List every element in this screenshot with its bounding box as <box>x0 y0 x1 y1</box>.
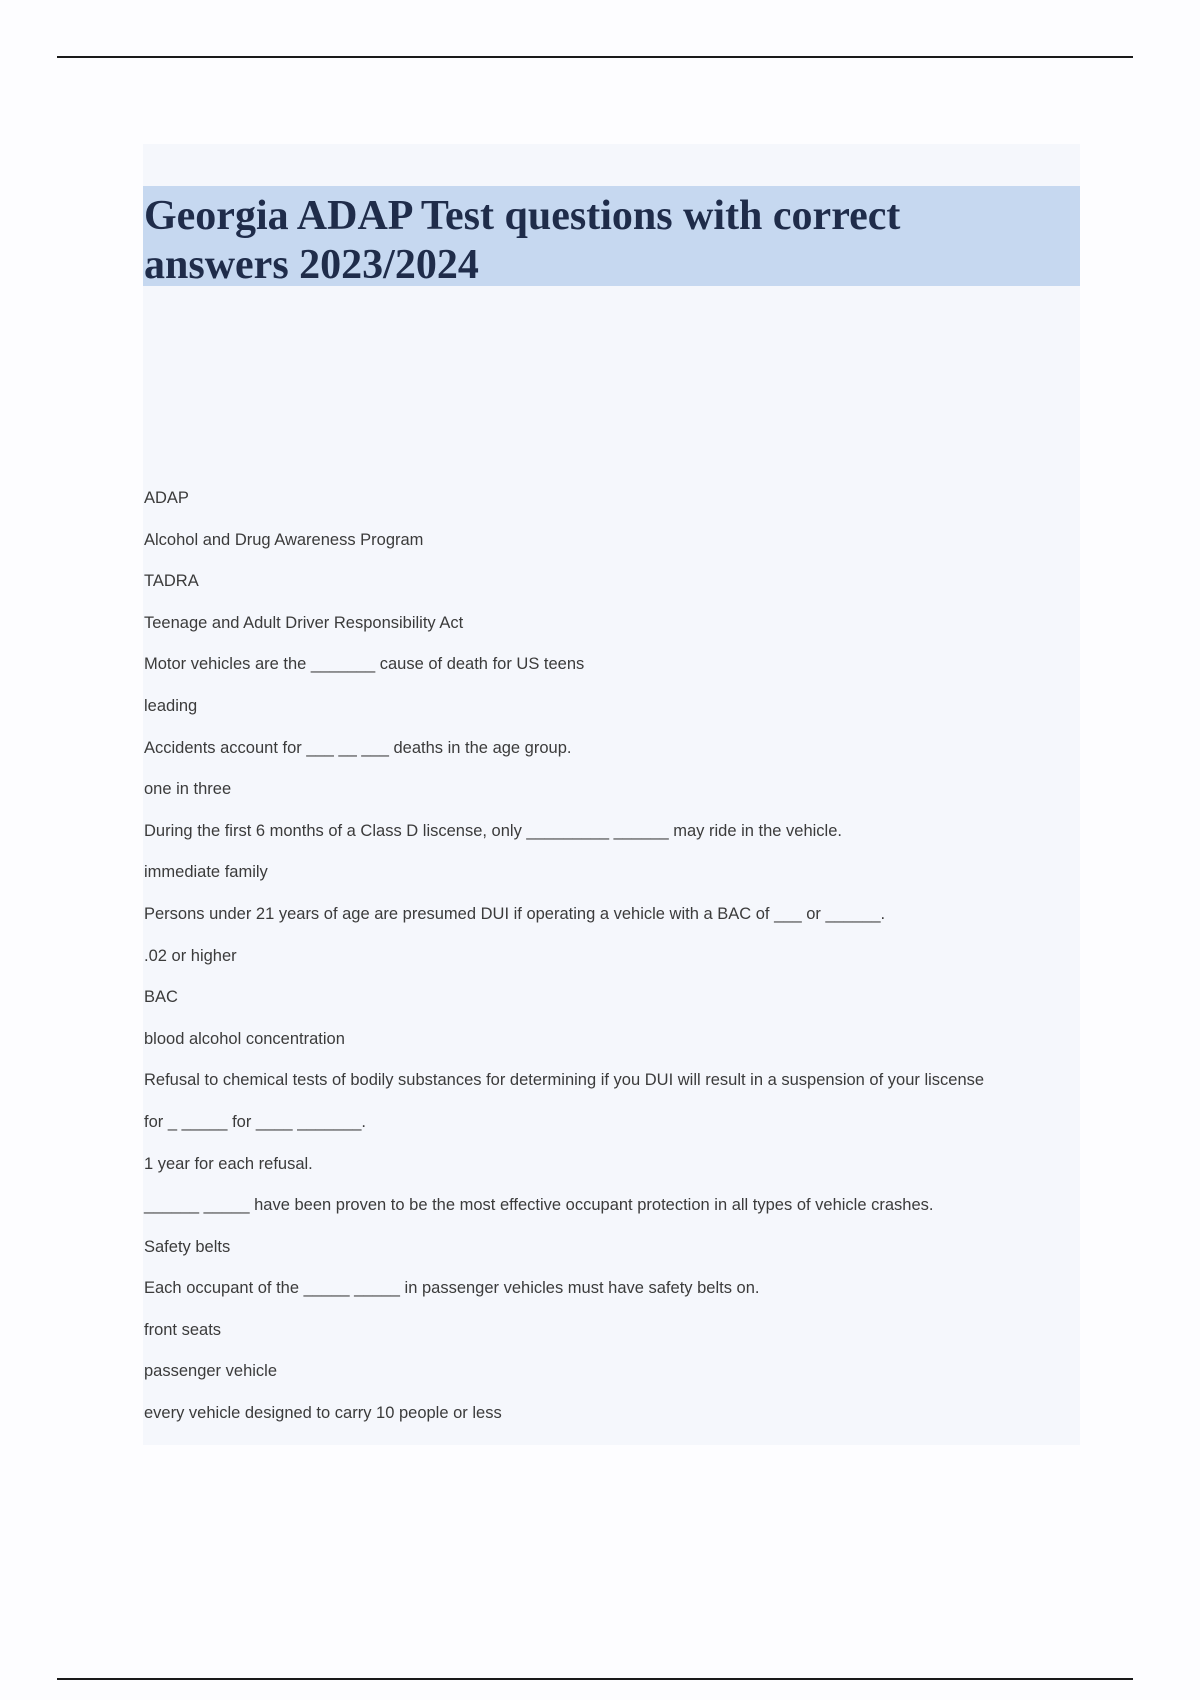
qa-line: Persons under 21 years of age are presumed DUI if operating a vehicle with a BAC of ___ or ______. <box>144 904 886 923</box>
qa-line: one in three <box>144 780 232 799</box>
top-rule <box>57 56 1133 58</box>
qa-line: Refusal to chemical tests of bodily substances for determining if you DUI will result in a suspension of your liscense <box>144 1071 985 1090</box>
qa-line: 1 year for each refusal. <box>144 1154 313 1173</box>
qa-line: Each occupant of the _____ _____ in passenger vehicles must have safety belts on. <box>144 1279 760 1298</box>
qa-line: passenger vehicle <box>144 1362 277 1381</box>
qa-line: Teenage and Adult Driver Responsibility Act <box>144 613 464 632</box>
qa-line: leading <box>144 696 198 715</box>
qa-line: Accidents account for ___ __ ___ deaths in the age group. <box>144 738 572 757</box>
qa-line: immediate family <box>144 863 268 882</box>
qa-line: every vehicle designed to carry 10 people or less <box>144 1404 502 1423</box>
qa-line: ______ _____ have been proven to be the most effective occupant protection in all types of vehicle crashes. <box>144 1196 934 1215</box>
qa-line: ADAP <box>144 489 189 507</box>
document-title <box>143 186 1080 290</box>
qa-list <box>144 490 984 1447</box>
qa-line: TADRA <box>144 572 199 591</box>
bottom-rule <box>57 1678 1133 1680</box>
qa-line: BAC <box>144 988 178 1007</box>
qa-line: Safety belts <box>144 1237 231 1256</box>
qa-line: for _ _____ for ____ _______. <box>144 1112 367 1131</box>
qa-line: During the first 6 months of a Class D liscense, only _________ ______ may ride in the vehicle. <box>144 821 842 840</box>
qa-line: front seats <box>144 1320 222 1339</box>
qa-line: .02 or higher <box>144 946 237 965</box>
title-banner <box>143 186 1080 286</box>
qa-line: Alcohol and Drug Awareness Program <box>144 530 424 549</box>
qa-line: blood alcohol concentration <box>144 1029 345 1048</box>
document-content-panel <box>143 144 1080 1445</box>
document-title-line-2: answers 2023/2024 <box>144 242 479 288</box>
qa-line: Motor vehicles are the _______ cause of death for US teens <box>144 655 585 674</box>
document-title-line-1: Georgia ADAP Test questions with correct <box>144 193 901 239</box>
